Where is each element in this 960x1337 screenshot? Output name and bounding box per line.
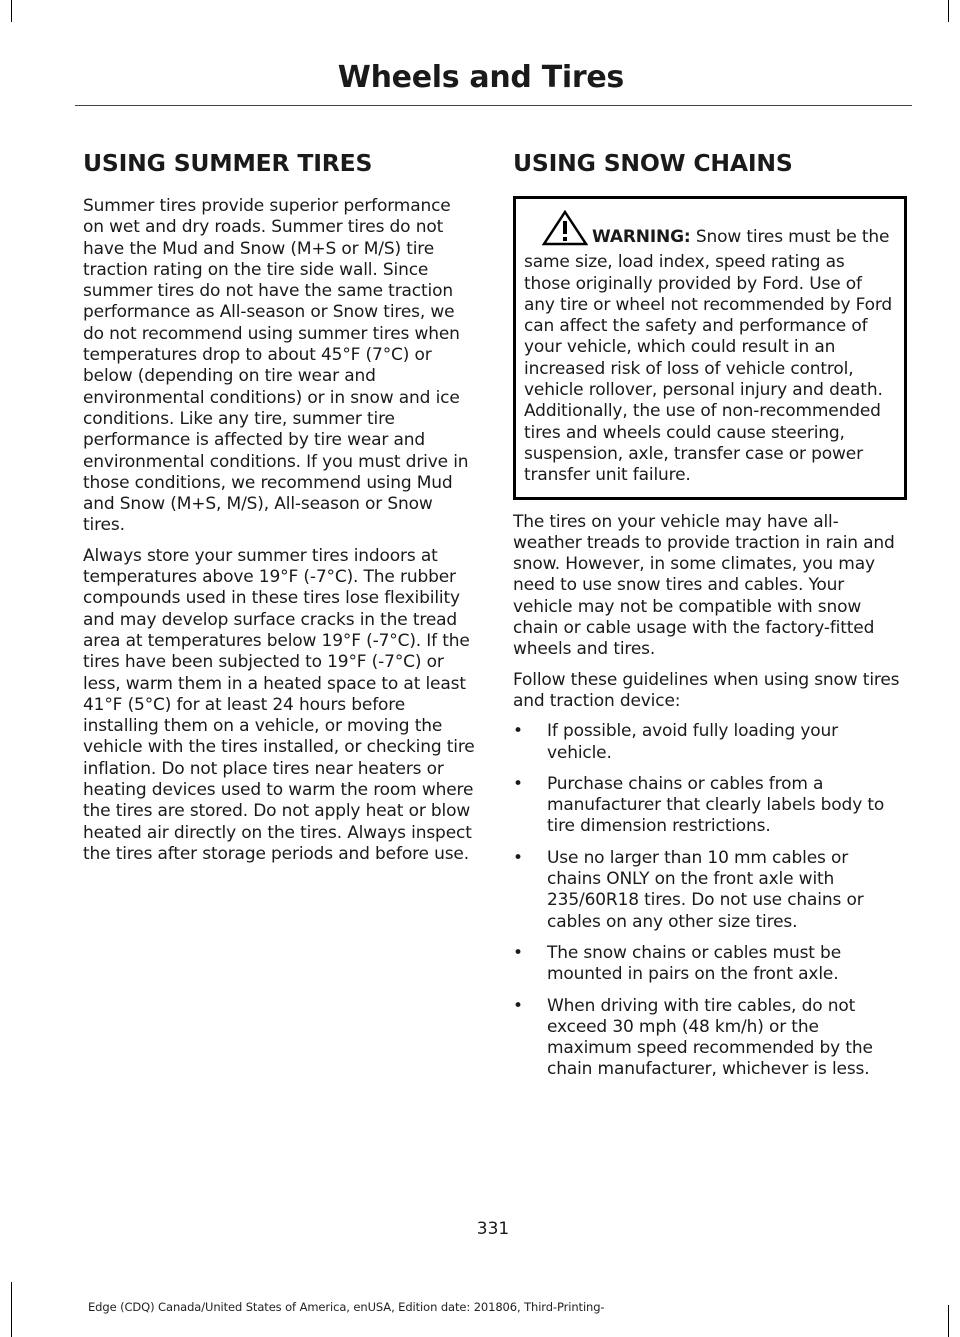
bullet: • — [513, 847, 523, 868]
warning-text: Snow tires must be the same size, load index, speed rating as those originally provided by Ford. Use of any tire or wheel not recommended by Ford can affect the safety and performance of your vehicle, which could result in an increased risk of loss of vehicle control, vehicle rollover, personal injury and death. Additionally, the use of non-recommended tires and wheels could cause steering, suspension, axle, transfer case or power transfer unit failure. — [524, 227, 893, 486]
crop-mark-bottom-left — [11, 1282, 12, 1337]
list-item: • Use no larger than 10 mm cables or chains ONLY on the front axle with 235/60R18 tires. Do not use chains or cables on any other size tires. — [513, 847, 864, 932]
right-column — [513, 148, 907, 1091]
guidelines-list — [513, 721, 907, 1080]
paragraph: Always store your summer tires indoors at temperatures above 19°F (-7°C). The rubber compounds used in these tires lose flexibility and may develop surface cracks in the tread area at temperatures below 19°F (-7°C). If the tires have been subjected to 19°F (-7°C) or less, warm them in a heated space to at least 41°F (5°C) for at least 24 hours before installing them on a vehicle, or moving the vehicle with the tires installed, or checking tire inflation. Do not place tires near heaters or heating devices used to warm the room where the tires are stored. Do not apply heat or blow heated air directly on the tires. Always inspect the tires after storage periods and before use. — [83, 545, 475, 864]
crop-mark-bottom-right — [948, 1305, 949, 1337]
section-heading-summer-tires: USING SUMMER TIRES — [83, 149, 373, 177]
bullet: • — [513, 773, 523, 794]
footer-edition-text: Edge (CDQ) Canada/United States of America, enUSA, Edition date: 201806, Third-Printing- — [88, 1300, 605, 1314]
paragraph: Summer tires provide superior performance on wet and dry roads. Summer tires do not have the Mud and Snow (M+S or M/S) tire traction rating on the tire side wall. Since summer tires do not have the same traction performance as All-season or Snow tires, we do not recommend using summer tires when temperatures drop to about 45°F (7°C) or below (depending on tire wear and environmental conditions) or in snow and ice conditions. Like any tire, summer tire performance is affected by tire wear and environmental conditions. If you must drive in those conditions, we recommend using Mud and Snow (M+S, M/S), All-season or Snow tires. — [83, 196, 469, 536]
paragraph: Follow these guidelines when using snow tires and traction device: — [513, 669, 900, 711]
section-heading-snow-chains: USING SNOW CHAINS — [513, 149, 793, 177]
list-item: • When driving with tire cables, do not exceed 30 mph (48 km/h) or the maximum speed recommended by the chain manufacturer, whichever is less. — [513, 995, 873, 1080]
left-column — [83, 148, 475, 874]
list-item: • Purchase chains or cables from a manufacturer that clearly labels body to tire dimension restrictions. — [513, 773, 885, 837]
page-number: 331 — [476, 1219, 510, 1239]
crop-mark-top-left — [11, 0, 12, 22]
header-divider — [75, 105, 912, 106]
warning-triangle-icon — [542, 210, 588, 252]
bullet: • — [513, 995, 523, 1016]
page-title: Wheels and Tires — [337, 60, 624, 95]
list-item: • The snow chains or cables must be mounted in pairs on the front axle. — [513, 942, 842, 985]
bullet: • — [513, 942, 523, 963]
list-item: • If possible, avoid fully loading your vehicle. — [513, 721, 838, 763]
warning-label: WARNING: — [592, 227, 691, 247]
warning-box — [513, 196, 907, 500]
paragraph: The tires on your vehicle may have all-weather treads to provide traction in rain and snow. However, in some climates, you may need to use snow tires and cables. Your vehicle may not be compatible with snow chain or cable usage with the factory-fitted wheels and tires. — [513, 511, 895, 660]
crop-mark-top-right — [948, 0, 949, 22]
bullet: • — [513, 721, 523, 742]
